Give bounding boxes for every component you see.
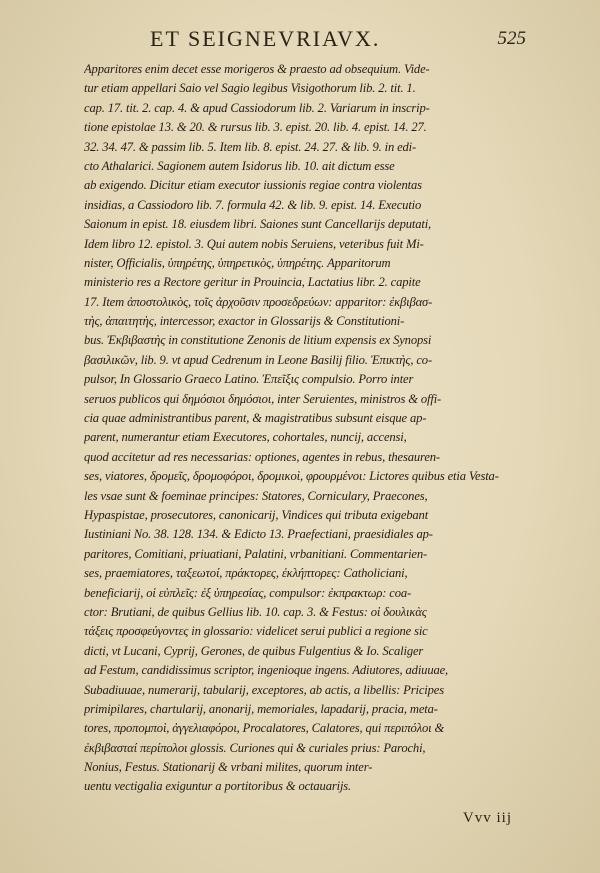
text-line: Idem libro 12. epistol. 3. Qui autem nobis Seruiens, veteribus fuit Mi- xyxy=(84,236,424,251)
text-line: Subadiuuae, numerarij, tabularij, exceptores, ab actis, a libellis: Pricipes xyxy=(84,682,444,697)
page-number: 525 xyxy=(497,28,526,49)
text-line: ctor: Brutiani, de quibus Gellius lib. 10. cap. 3. & Festus: οἱ δουλικὰς xyxy=(84,604,427,619)
text-line: beneficiarij, οἱ εὐπλεῖς: ἐξ ὑπηρεσίας, compulsor: ἐκπρακτωρ: coa- xyxy=(84,585,412,600)
text-line: quod accitetur ad res necessarias: optiones, agentes in rebus, thesauren- xyxy=(84,449,440,464)
text-line: ses, praemiatores, ταξεωτοί, πράκτορες, ἐκλήπτορες: Catholiciani, xyxy=(84,566,408,581)
text-line: 32. 34. 47. & passim lib. 5. Item lib. 8. epist. 24. 27. & lib. 9. in edi- xyxy=(84,139,417,154)
text-line: uentu vectigalia exiguntur a portitoribus & octauarijs. xyxy=(84,779,352,794)
text-line: Hypaspistae, prosecutores, canonicarij, Vindices qui tributa exigebant xyxy=(84,507,429,522)
text-line: primipilares, chartularij, anonarij, memoriales, lapadarij, pracia, meta- xyxy=(84,701,438,716)
running-head: ET SEIGNEVRIAVX. xyxy=(150,26,381,51)
text-line: βασιλικῶν, lib. 9. vt apud Cedrenum in Leone Basilij filio. Ἐπικτὴς, co- xyxy=(84,352,432,367)
text-line: nister, Officialis, ὑπηρέτης, ὑπηρετικὸς, ὑπηρέτης. Apparitorum xyxy=(84,255,391,270)
text-line: bus. Ἐκβιβαστὴς in constitutione Zenonis de litium expensis ex Synopsi xyxy=(84,333,432,348)
text-line: cto Athalarici. Sagionem autem Isidorus lib. 10. ait dictum esse xyxy=(84,158,395,173)
text-line: paritores, Comitiani, priuatiani, Palatini, vrbanitiani. Commentarien- xyxy=(84,546,428,561)
text-line: tione epistolae 13. & 20. & rursus lib. 3. epist. 20. lib. 4. epist. 14. 27. xyxy=(84,120,427,135)
text-line: cap. 17. tit. 2. cap. 4. & apud Cassiodorum lib. 2. Variarum in inscrip- xyxy=(84,100,430,115)
text-line: parent, numerantur etiam Executores, cohortales, nuncij, accensi, xyxy=(84,430,407,445)
text-line: τάξεις προσφεύγοντες in glossario: videlicet serui publici a regione sic xyxy=(84,624,428,639)
text-line: Saionum in epist. 18. eiusdem libri. Saiones sunt Cancellarijs deputati, xyxy=(84,217,432,232)
text-line: ministerio res a Rectore geritur in Prouincia, Lactatius libr. 2. capite xyxy=(84,275,421,290)
text-line: seruos publicos qui δημόσιοι δημόσιοι, inter Seruientes, ministros & offi- xyxy=(84,391,442,406)
text-line: les vsae sunt & foeminae principes: Statores, Corniculary, Praecones, xyxy=(84,488,428,503)
text-line: Nonius, Festus. Stationarij & vrbani milites, quorum inter- xyxy=(84,760,373,775)
text-line: τὴς, ἀπαιτητὴς, intercessor, exactor in Glossarijs & Constitutioni- xyxy=(84,314,405,329)
text-line: 17. Item ἀποστολικὸς, τοῖς ἀρχοῦσιν προσεδρεύων: apparitor: ἐκβιβασ- xyxy=(84,294,433,309)
text-line: ses, viatores, δρομεῖς, δρομοφόροι, δρομικοὶ, φρουρμένοι: Lictores quibus etia Vesta- xyxy=(84,469,499,484)
body-text xyxy=(84,60,536,797)
text-line: Apparitores enim decet esse morigeros & praesto ad obsequium. Vide- xyxy=(84,62,430,76)
text-line: ἐκβιβασταί περίπολοι glossis. Curiones qui & curiales prius: Parochi, xyxy=(84,740,426,755)
text-line: pulsor, In Glossario Graeco Latino. Ἐπεῖξις compulsio. Porro inter xyxy=(84,372,414,387)
page-header xyxy=(0,26,600,56)
signature-mark: Vvv iij xyxy=(462,810,512,826)
text-line: insidias, a Cassiodoro lib. 7. formula 42. & lib. 9. epist. 14. Executio xyxy=(84,197,422,212)
text-line: cia quae administrantibus parent, & magistratibus subsunt eisque ap- xyxy=(84,411,427,426)
text-line: ad Festum, candidissimus scriptor, ingenioque ingens. Adiutores, adiuuae, xyxy=(84,663,449,678)
text-line: ab exigendo. Dicitur etiam executor iussionis regiae contra violentas xyxy=(84,178,422,193)
text-line: Iustiniani No. 38. 128. 134. & Edicto 13. Praefectiani, praesidiales ap- xyxy=(84,527,433,542)
text-line: tores, προπομποὶ, ἀγγελιαφόροι, Procalatores, Calatores, qui περιπόλοι & xyxy=(84,721,445,736)
text-line: dicti, vt Lucani, Cyprij, Gerones, de quibus Fulgentius & Io. Scaliger xyxy=(84,643,424,658)
text-line: tur etiam appellari Saio vel Sagio legibus Visigothorum lib. 2. tit. 1. xyxy=(84,81,416,96)
